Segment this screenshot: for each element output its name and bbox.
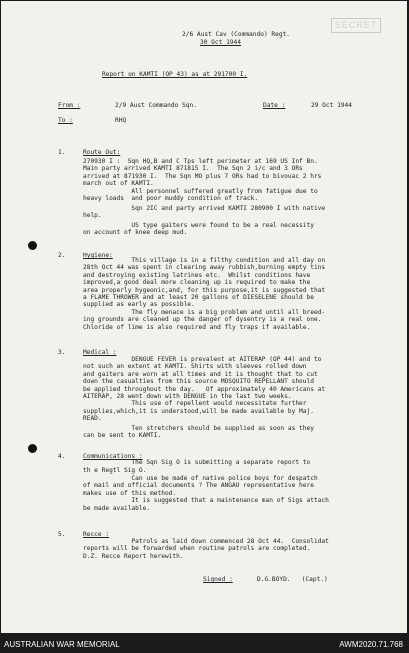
from-label: From : (58, 102, 81, 109)
secret-stamp: SECRET (331, 18, 381, 33)
archive-footer (0, 636, 409, 653)
punch-hole (28, 444, 37, 453)
section-heading-route-out: Route Out: (83, 149, 121, 156)
punch-hole (28, 241, 37, 250)
signature-name: D.G.BOYD. (Capt.) (257, 576, 328, 583)
section-number: 3. (58, 349, 66, 356)
section-number: 2. (58, 252, 66, 259)
from-value: 2/9 Aust Commando Sqn. (115, 102, 197, 109)
section-number: 5. (58, 531, 66, 538)
section-heading-recce: Recce : (83, 531, 110, 538)
accession-number: AWM2020.71.768 (339, 640, 403, 649)
archive-name: AUSTRALIAN WAR MEMORIAL (4, 640, 120, 649)
document-page: SECRET 2/6 Aust Cav (Commando) Regt. 30 Oct 1944 Report on KAMTI (OP 43) as at 291700 I. From : 2/9 Aust Commando Sqn. Date : 29 Oct 1944 To : RHQ 1. Route Out: 270930 I : Sqn HQ,B and C Tps left perimeter at 169 US Inf Bn. Main party arrived KAMTI 871815 I. The Sqn 2 i/c and 3 ORs arrived at 871930 I. The Sqn MO plus 7 ORs had to bivouac 2 hrs march out of KAMTI. All personnel suffered greatly from fatigue due to heavy loads and poor muddy condition of track. Sqn 2IC and party arrived KAMTI 280900 I with native help. US type gaiters were found to be a real necessity on account of knee deep mud. 2. Hygiene: This village is in a filthy condition and all day on 28th Oct 44 was spent in clearing away rubbish,burning empty tins and destroying existing latrines etc. Whilst conditions have improved,a good deal more cleaning up is required to make the area properly hygeonic,and, for this purpose,it is suggested that a FLAME THROWER and at least 20 gallons of DIESELENE should be supplied as early as possible. The fly menace is a big problem and until all breed- ing grounds are cleaned up the danger of dysentry is a real one. Chloride of lime is also required and fly traps if available. 3. Medical : DENGUE FEVER is prevalent at AITERAP (OP 44) and to not such an extent at KAMTI. Shirts with sleeves rolled down and gaiters are worn at all times and it is thought that to cut down the casualties from this source MOSQUITO REPELLANT should be applied throughout the day. Of approximately 40 Americans at AITERAP, 28 went down with DENGUE in the last two weeks. This use of repellent would necessitate further supplies,which,it is understood,will be made available by Maj. READ. Ten stretchers should be supplied as soon as they can be sent to KAMTI. 4. Communications : The Sqn Sig O is submitting a separate report to th e Regtl Sig O. Can use be made of native police boys for despatch of mail and official documents ? The ANGAU representative here makes use of this method. It is suggested that a maintenance man of Sigs attach be made available. 5. Recce : Patrols as laid down commenced 28 Oct 44. Consolidat reports will be forwarded when routine patrols are completed. D.Z. Recce Report herewith. Signed : D.G.BOYD. (Capt.) (1, 1, 407, 633)
unit-name: 2/6 Aust Cav (Commando) Regt. (182, 31, 291, 38)
section-heading-hygiene: Hygiene: (83, 252, 113, 259)
section-number: 4. (58, 453, 66, 460)
section-heading-medical: Medical : (83, 349, 117, 356)
report-title: Report on KAMTI (OP 43) as at 291700 I. (102, 71, 248, 78)
header-date: 30 Oct 1944 (200, 39, 241, 46)
date-value: 29 Oct 1944 (311, 102, 352, 109)
date-label: Date : (263, 102, 286, 109)
to-value: RHQ (115, 117, 127, 124)
to-label: To : (58, 117, 73, 124)
section-heading-communications: Communications : (83, 453, 143, 460)
signed-label: Signed : (203, 576, 233, 583)
section-number: 1. (58, 149, 66, 156)
